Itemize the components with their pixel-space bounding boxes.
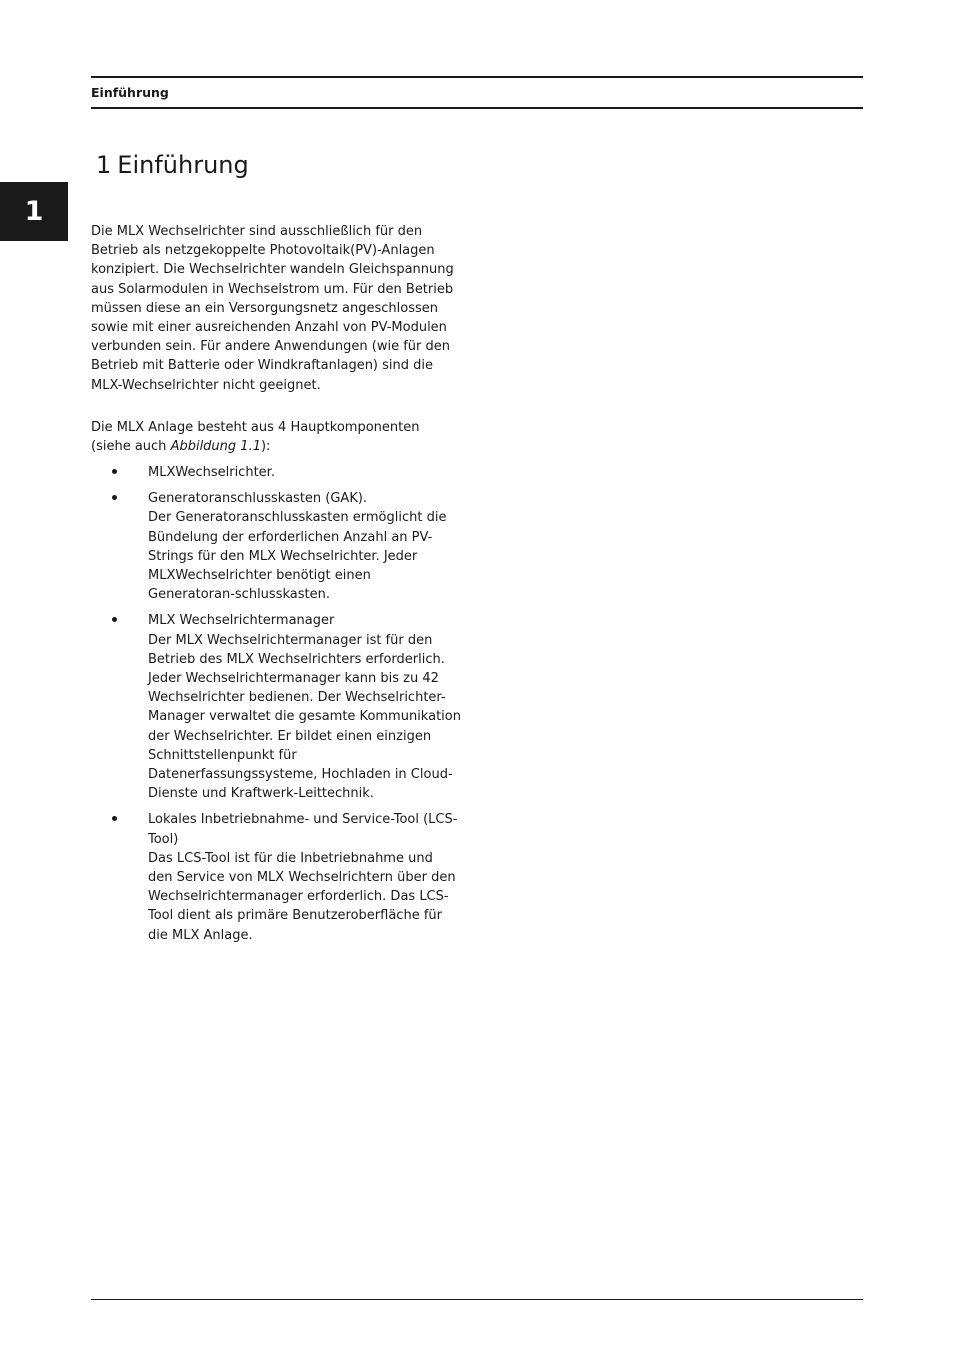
chapter-tab	[0, 182, 68, 241]
list-item	[91, 463, 461, 482]
footer-rule	[91, 1299, 863, 1300]
chapter-title-number: 1	[96, 151, 112, 179]
list-item-description: Der MLX Wechselrichtermanager ist für den Betrieb des MLX Wechselrichters erforderlich. Jeder Wechselrichtermanager kann bis zu 42 Wechselrichter bedienen. Der Wechselrichter-Manager verwaltet die gesamte Kommunikation der Wechselrichter. Er bildet einen einzigen Schnittstellenpunkt für Datenerfassungssysteme, Hochladen in Cloud-Dienste und Kraftwerk-Leittechnik.	[148, 632, 461, 802]
list-item-title: Lokales Inbetriebnahme- und Service-Tool (LCS-Tool)	[148, 812, 458, 847]
figure-reference: Abbildung 1.1	[170, 439, 261, 455]
chapter-title-text: Einführung	[117, 151, 249, 179]
bullet-icon	[112, 816, 117, 821]
component-list	[91, 463, 461, 952]
list-item-title: MLX Wechselrichtermanager	[148, 613, 335, 629]
bullet-icon	[112, 617, 117, 622]
list-item	[91, 810, 461, 944]
list-item-title: Generatoranschlusskasten (GAK).	[148, 491, 368, 507]
bullet-icon	[112, 469, 117, 474]
list-item-description: Der Generatoranschlusskasten ermöglicht die Bündelung der erforderlichen Anzahl an PV-Strings für den MLX Wechselrichter. Jeder MLXWechselrichter benötigt einen Generatoran-schlusskasten.	[148, 510, 447, 603]
intro-paragraph: Die MLX Wechselrichter sind ausschließlich für den Betrieb als netzgekoppelte Photovoltaik(PV)-Anlagen konzipiert. Die Wechselrichter wandeln Gleichspannung aus Solarmodulen in Wechselstrom um. Für den Betrieb müssen diese an ein Versorgungsnetz angeschlossen sowie mit einer ausreichenden Anzahl von PV-Modulen verbunden sein. Für andere Anwendungen (wie für den Betrieb mit Batterie oder Windkraftanlagen) sind die MLX-Wechselrichter nicht geeignet.	[91, 224, 454, 393]
list-item-description: Das LCS-Tool ist für die Inbetriebnahme und den Service von MLX Wechselrichtern über den Wechselrichtermanager erforderlich. Das LCS-Tool dient als primäre Benutzeroberfläche für die MLX Anlage.	[148, 850, 456, 943]
header-top-rule	[91, 76, 863, 78]
list-item	[91, 611, 461, 803]
list-item-title: MLXWechselrichter.	[148, 465, 275, 480]
running-header: Einführung	[91, 85, 169, 100]
bullet-icon	[112, 495, 117, 500]
chapter-title	[96, 149, 249, 181]
chapter-tab-number: 1	[24, 196, 44, 227]
list-item	[91, 489, 461, 604]
header-bottom-rule	[91, 107, 863, 109]
components-intro-paragraph: Die MLX Anlage besteht aus 4 Hauptkomponenten (siehe auch Abbildung 1.1):	[91, 420, 420, 455]
